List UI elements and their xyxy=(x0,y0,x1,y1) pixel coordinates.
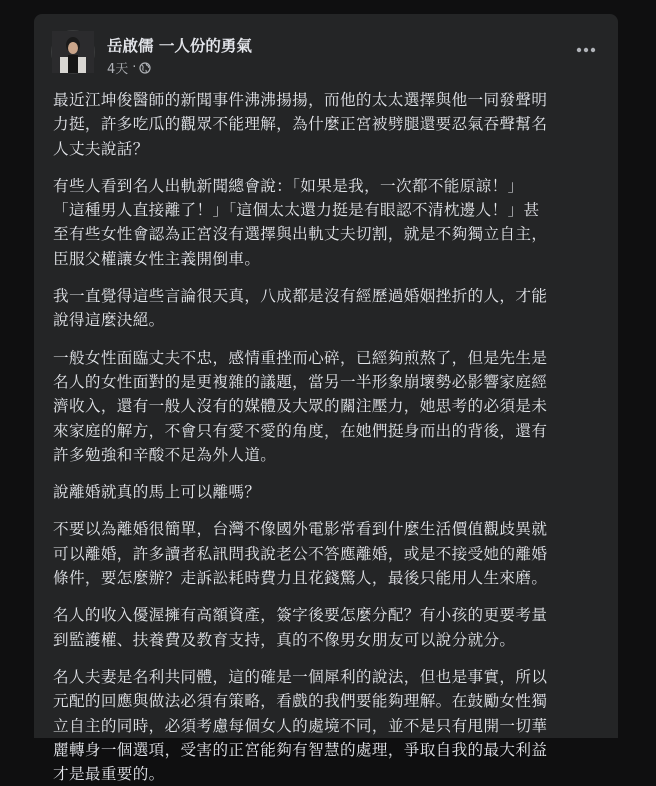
avatar[interactable] xyxy=(51,30,95,74)
globe-icon[interactable] xyxy=(139,62,151,74)
post-paragraph: 不要以為離婚很簡單，台灣不像國外電影常看到什麼生活價值觀歧異就 可以離婚，許多讀者私訊問我說老公不答應離婚，或是不接受她的離婚 條件，要怎麼辦？走訴訟耗時費力且花錢驚人，最後只能用人生來磨。 xyxy=(53,520,548,588)
meta-separator: · xyxy=(132,60,137,75)
post-paragraph: 最近江坤俊醫師的新聞事件沸沸揚揚，而他的太太選擇與他一同發聲明 力挺，許多吃瓜的觀眾不能理解，為什麼正宮被劈腿還要忍氣吞聲幫名 人丈夫說話？ xyxy=(53,91,548,158)
post-card xyxy=(34,14,618,784)
post-meta xyxy=(107,58,151,77)
author-name[interactable]: 岳啟儒 一人份的勇氣 xyxy=(107,37,252,55)
post-time[interactable]: 4天 xyxy=(107,62,129,77)
more-options-button[interactable] xyxy=(572,38,600,62)
author-photo xyxy=(52,31,94,73)
post-paragraph: 有些人看到名人出軌新聞總會說：「如果是我，一次都不能原諒！」 「這種男人直接離了！」「這個太太還力挺是有眼認不清枕邊人！」甚 至有些女性會認為正宮沒有選擇與出軌丈夫切割，就是不夠獨立自主， 臣服父權讓女性主義開倒車。 xyxy=(53,176,548,268)
post-body xyxy=(53,88,606,786)
more-horizontal-icon xyxy=(576,47,596,53)
post-paragraph: 說離婚就真的馬上可以離嗎？ xyxy=(53,483,261,502)
post-paragraph: 我一直覺得這些言論很天真，八成都是沒有經歷過婚姻挫折的人，才能 說得這麼決絕。 xyxy=(53,287,548,330)
post-paragraph: 一般女性面臨丈夫不忠，感情重挫而心碎，已經夠煎熬了，但是先生是 名人的女性面對的是更複雜的議題，當另一半形象崩壞勢必影響家庭經 濟收入，還有一般人沒有的媒體及大眾的關注壓力，她思考的必須是未 來家庭的解方，不會只有愛不愛的角度，在她們挺身而出的背後，還有 許多勉強和辛酸不足為外人道。 xyxy=(53,348,548,464)
post-header xyxy=(51,28,604,80)
post-paragraph: 名人的收入優渥擁有高額資產，簽字後要怎麼分配？有小孩的更要考量 到監護權、扶養費及教育支持，真的不像男女朋友可以說分就分。 xyxy=(53,606,548,649)
post-paragraph: 名人夫妻是名利共同體，這的確是一個犀利的說法，但也是事實，所以 元配的回應與做法必須有策略，看戲的我們要能夠理解。在鼓勵女性獨 立自主的同時，必須考慮每個女人的處境不同，並不是只有甩開一切華 麗轉身一個選項，受害的正宮能夠有智慧的處理，爭取自我的最大利益 才是最重要的。 xyxy=(53,667,548,784)
